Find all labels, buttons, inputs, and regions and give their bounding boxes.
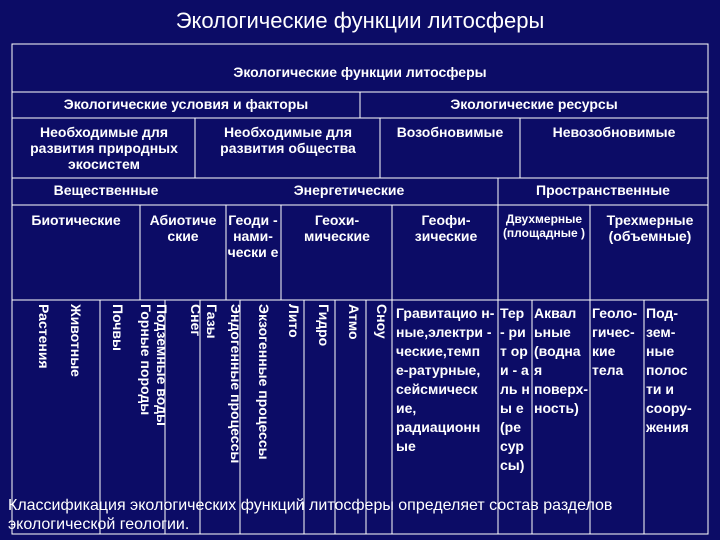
geophysical-cell: Геофи- зические	[414, 212, 478, 244]
aqual-cell: Аквал ьные (водна я поверх- ность)	[534, 305, 589, 416]
exogenous-label: Экзогенные процессы	[256, 304, 272, 460]
endogenous-label: Эндогенные процессы	[228, 304, 244, 464]
header-cell: Экологические функции литосферы	[233, 64, 487, 80]
biotic-cell: Биотические	[31, 212, 121, 228]
gases-snow-label: Газы Снег	[188, 304, 220, 339]
three-dim-cell: Трехмерные (объемные)	[606, 212, 694, 244]
society-needs-cell: Необходимые для развития общества	[220, 124, 356, 156]
hydro-label: Гидро	[316, 304, 332, 347]
substantive-cell: Вещественные	[53, 182, 159, 198]
spatial-cell: Пространственные	[536, 182, 670, 198]
geodynamic-cell: Геоди - нами- чески е	[227, 212, 279, 260]
geophysical-list: Гравитацио н- ные,электри - ческие,темп е-ратурные, сейсмическ ие, радиационн ые	[396, 305, 495, 454]
plants-label: Растения	[36, 304, 52, 369]
geological-bodies-cell: Геоло- гичес- кие тела	[592, 305, 638, 378]
geochemical-cell: Геохи- мические	[304, 212, 370, 244]
two-dim-cell: Двухмерные (площадные )	[502, 212, 586, 240]
abiotic-cell: Абиотиче ские	[149, 212, 217, 244]
caption-text: Классификация экологических функций литосферы определяет состав разделов экологической геологии.	[8, 497, 613, 533]
underground-cell: Под- зем- ные полос ти и соору- жения	[646, 305, 692, 435]
rocks-water-label: Подземные воды Горные породы	[138, 304, 170, 426]
territorial-cell: Тер - рит ори - аль ны е (ре сур сы)	[500, 305, 530, 473]
nonrenewable-cell: Невозобновимые	[552, 124, 676, 140]
animals-label: Животные	[68, 304, 84, 377]
lito-label: Лито	[286, 304, 302, 338]
atmo-label: Атмо	[346, 304, 362, 340]
energy-cell: Энергетические	[293, 182, 405, 198]
slide-title: Экологические функции литосферы	[175, 8, 545, 33]
resources-header: Экологические ресурсы	[450, 96, 618, 112]
renewable-cell: Возобновимые	[396, 124, 504, 140]
snow-label: Сноу	[374, 304, 390, 339]
conditions-header: Экологические условия и факторы	[63, 96, 309, 112]
nature-needs-cell: Необходимые для развития природных экосистем	[30, 124, 178, 172]
soils-label: Почвы	[110, 304, 126, 351]
